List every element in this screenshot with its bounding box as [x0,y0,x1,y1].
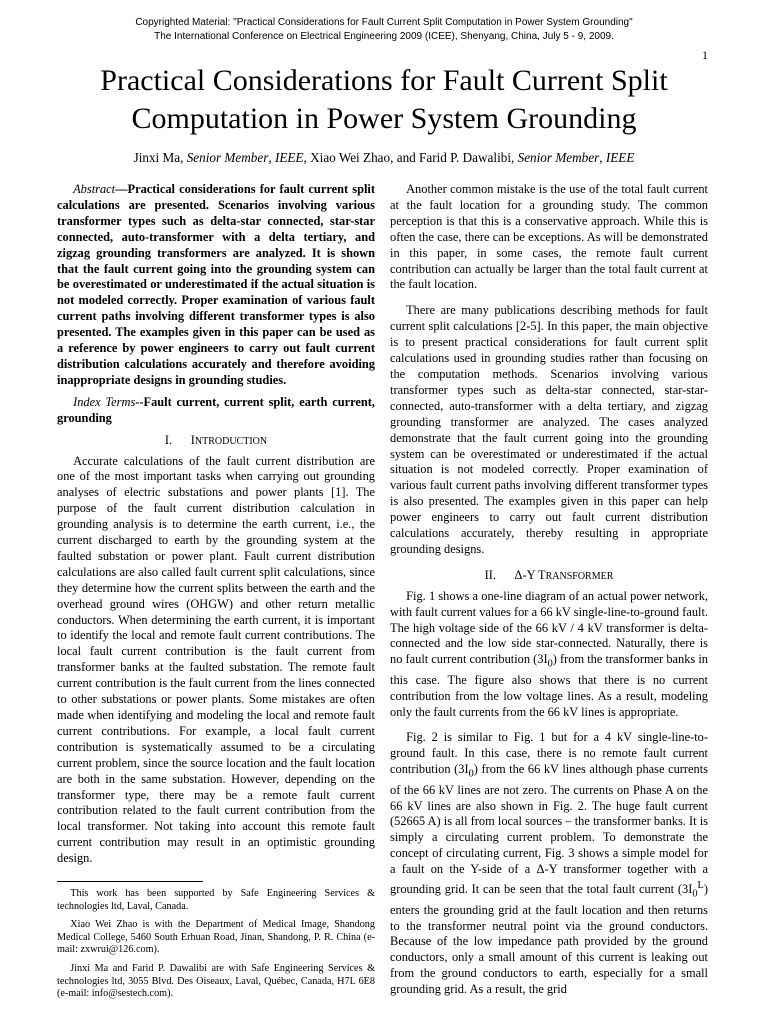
section-1-paragraph-1: Accurate calculations of the fault current distribution are one of the most important tasks when carrying out grounding analyses of electric substations and power plants [1]. The purpose of the fault current distribution calculation in grounding analysis is to determine the earth current, i.e., the current discharged to earth by the grounding system at the faulted substation or power plant. Fault current distribution calculations are also called fault current split calculations, since they determine how the current splits between the earth and the overhead ground wires (OHGW) and other return metallic conductors. When determining the earth current, it is important to identify the local and remote fault current contributions. The local fault current contribution is the fault current from transformer banks at the faulted substation. The remote fault current contribution is the fault current from the lines connected to other substations or power plants. Some mistakes are often made when identifying and modeling the local and remote fault current contributions. For example, a local fault current contribution is systematically assumed to be a circulating current problem, since the source location and the fault location are both in the same substation. However, depending on the transformer type, there may be a remote fault current contribution related to the fault current contribution from the local transformer. Not taking into account this remote fault current contribution may result in an optimistic grounding design. [57,453,375,866]
section-2-p2-superscript: L [697,880,704,892]
section-2-p2-text-b: ) from the 66 kV lines although phase currents of the 66 kV lines are not zero. The currents on Phase A on the 66 kV lines are also shown in Fig. 2. The huge fault current (52665 A) is all from local sources – the transformer banks. It is simply a circulating current problem. To demonstrate the concept of circulating current, Fig. 3 shows a simple model for a fault on the Y-side of a Δ-Y transformer together with a grounding grid. It can be seen that the total fault current (3I [390,762,708,897]
section-2-p1-text-a: Fig. 1 shows a one-line diagram of an actual power network, with fault current values for a 66 kV single-line-to-ground fault. The high voltage side of the 66 kV / 4 kV transformer is delta-connected and the low side star-connected. Naturally, there is no fault current contribution (3I [390,588,708,667]
section-2-p1-subscript: 0 [547,658,553,670]
paper-title [40,62,728,138]
right-column [390,182,708,1008]
author-list: Jinxi Ma, Senior Member, IEEE, Xiao Wei Zhao, and Farid P. Dawalibi, Senior Member, IEEE [133,150,635,165]
index-terms-label: Index Terms [73,394,136,409]
section-1-number: I. [164,432,173,447]
footnote-1: This work has been supported by Safe Engineering Services & technologies ltd, Laval, Canada. [57,888,375,912]
author-2-3: Xiao Wei Zhao, and Farid P. Dawalibi, [310,150,515,165]
footnote-2: Xiao Wei Zhao is with the Department of Medical Image, Shandong Medical College, 5460 South Erhuan Road, Jinan, Shandong, P. R. China (e-mail: zxwrui@126.com). [57,919,375,956]
abstract-text: —Practical considerations for fault current split calculations are presented. Scenarios involving various transformer types such as delta-star connected, star-star connected, auto-transformer with a delta tertiary, and zigzag grounding transformers are analyzed. It is shown that the fault current going into the grounding system can be overestimated or underestimated if the actual situation is not modeled correctly. Proper examination of various fault current paths involving different transformer types is also presented. The examples given in this paper can be used as a reference by power engineers to carry out fault current distribution calculations accurately and therefore avoiding inappropriate designs in grounding studies. [57,182,375,387]
section-2-heading [390,568,708,585]
page-number: 1 [702,48,708,62]
section-2-p1-text-b: ) from the transformer banks in this case. The figure also shows that there is no current contribution from the low voltage lines. As a result, modeling only the fault currents from the 66 kV lines is appropriate. [390,652,708,719]
section-2-title-rest: RANSFORMER [545,570,614,582]
section-2-paragraph-1 [390,589,708,721]
section-2-p2-subscript-2: 0 [692,888,698,900]
intro-paragraph-3: There are many publications describing methods for fault current split calculations [2-5]. In this paper, the main objective is to present practical considerations for fault current split calculations used in grounding studies rather than focusing on the computation methods. Scenarios involving various transformer types such as delta-star connected, star-star-connected, auto-transformer with a delta tertiary, and zigzag grounding transformer are analyzed. The cases analyzed demonstrate that the fault current going into the grounding system can be overestimated or underestimated if the actual situation is not modeled correctly. Proper examination of various fault current paths involving different transformer types is also presented. The examples given in this paper can help power engineers to carry out fault current distribution calculations accurately, thereby resulting in appropriate grounding designs. [390,303,708,556]
section-2-number: II. [484,567,496,582]
section-2-p2-text-a: Fig. 2 is similar to Fig. 1 but for a 4 kV single-line-to-ground fault. In this case, there is no remote fault current contribution (3I [390,730,708,777]
section-2-paragraph-2 [390,730,708,998]
section-1-title-first: I [190,432,195,447]
abstract [57,182,375,389]
title-line-2: Computation in Power System Grounding [131,102,637,135]
section-2-title-first: Δ-Y T [514,567,546,582]
index-terms-text: --Fault current, current split, earth current, grounding [57,394,375,425]
section-1-title-rest: NTRODUCTION [194,435,268,447]
section-1-heading [57,433,375,450]
abstract-label: Abstract [73,182,116,196]
index-terms [57,395,375,427]
section-2-p2-subscript: 0 [468,768,474,780]
copyright-line-2: The International Conference on Electrical Engineering 2009 (ICEE), Shenyang, China, July 5 - 9, 2009. [154,31,614,42]
title-line-1: Practical Considerations for Fault Current Split [100,64,668,97]
footnote-divider [57,881,203,882]
author-3-role: Senior Member [517,150,600,165]
author-1-role: Senior Member [186,150,269,165]
footnote-3: Jinxi Ma and Farid P. Dawalibi are with Safe Engineering Services & technologies ltd, 3055 Blvd. Des Oiseaux, Laval, Québec, Canada, H7L 6E8 (e-mail: info@sestech.com). [57,963,375,1000]
intro-paragraph-2: Another common mistake is the use of the total fault current at the fault location for a grounding study. The common perception is that this is a conservative approach. While this is often the case, there can be exceptions. As will be demonstrated in this paper, in some cases, the remote fault current contribution can actually be larger than the total fault current at the fault location. [390,182,708,292]
author-1: Jinxi Ma, [133,150,184,165]
copyright-notice [0,16,768,44]
author-3-org: IEEE [605,150,635,165]
copyright-line-1: Copyrighted Material: "Practical Considerations for Fault Current Split Computation in Power System Grounding" [135,17,633,28]
left-column [57,182,375,1007]
section-2-p2-text-c: ) enters the grounding grid at the fault location and then returns to the transformer neutral point via the ground conductors. Because of the low impedance path provided by the ground conductors, only a small amount of this current is leaking out from the ground conductors to earth, especially for a small grounding grid. As a result, the grid [390,882,708,997]
author-1-org: IEEE [274,150,304,165]
